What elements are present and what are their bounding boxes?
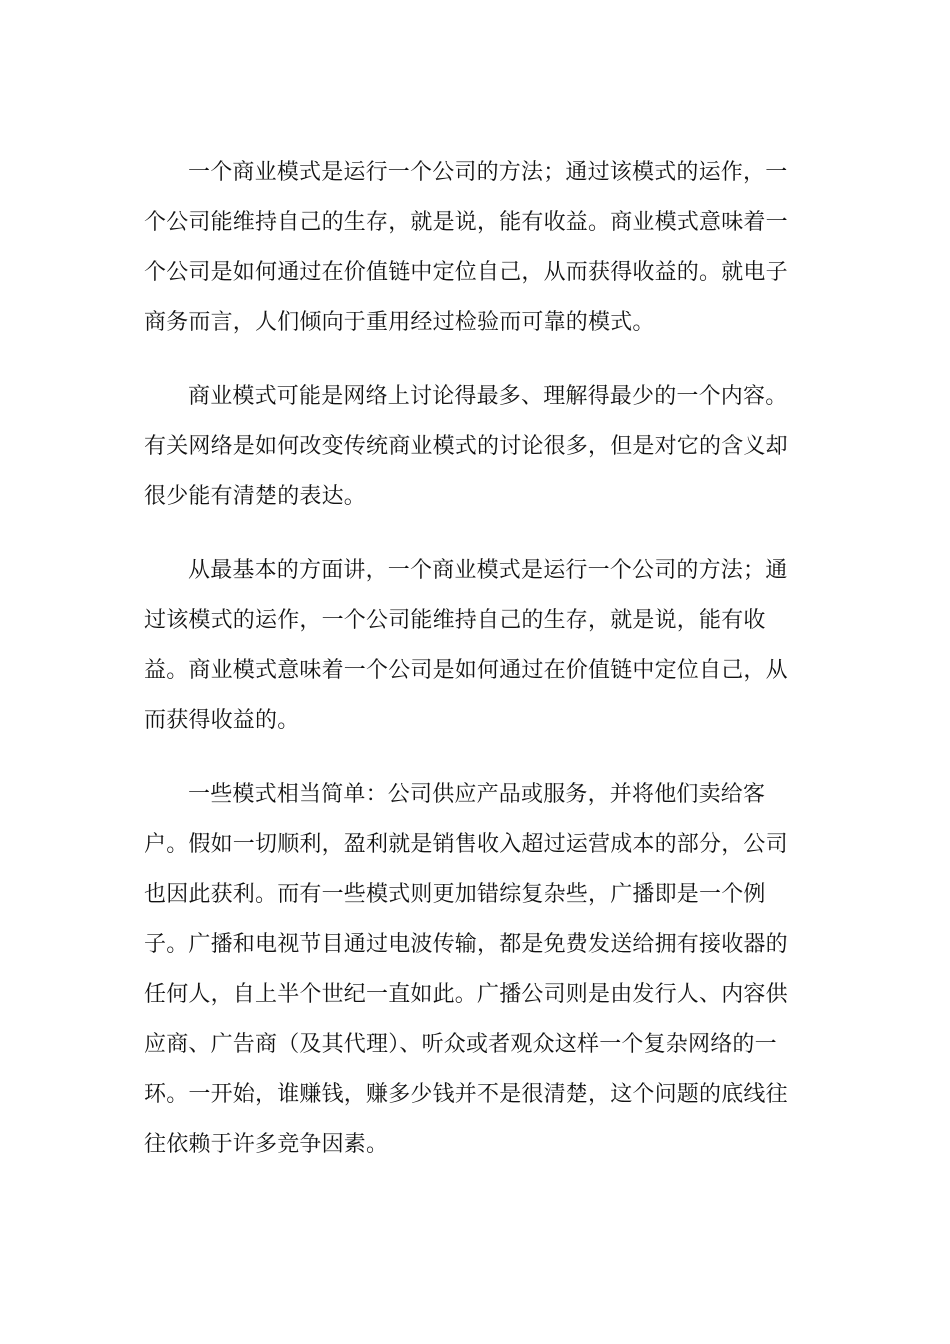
- paragraph-3: 从最基本的方面讲，一个商业模式是运行一个公司的方法；通过该模式的运作，一个公司能维持自己的生存，就是说，能有收益。商业模式意味着一个公司是如何通过在价值链中定位自己，从而获得收益的。: [144, 558, 788, 733]
- paragraph-4: 一些模式相当简单：公司供应产品或服务，并将他们卖给客户。假如一切顺利，盈利就是销售收入超过运营成本的部分，公司也因此获利。而有一些模式则更加错综复杂些，广播即是一个例子。广播和电视节目通过电波传输，都是免费发送给拥有接收器的任何人，自上半个世纪一直如此。广播公司则是由发行人、内容供应商、广告商（及其代理）、听众或者观众这样一个复杂网络的一环。一开始，谁赚钱，赚多少钱并不是很清楚，这个问题的底线往往依赖于许多竞争因素。: [144, 782, 788, 1157]
- paragraph-1: 一个商业模式是运行一个公司的方法；通过该模式的运作，一个公司能维持自己的生存，就是说，能有收益。商业模式意味着一个公司是如何通过在价值链中定位自己，从而获得收益的。就电子商务而言，人们倾向于重用经过检验而可靠的模式。: [144, 160, 788, 335]
- document-body: [144, 148, 806, 1194]
- paragraph-2: 商业模式可能是网络上讨论得最多、理解得最少的一个内容。有关网络是如何改变传统商业模式的讨论很多，但是对它的含义却很少能有清楚的表达。: [144, 384, 788, 509]
